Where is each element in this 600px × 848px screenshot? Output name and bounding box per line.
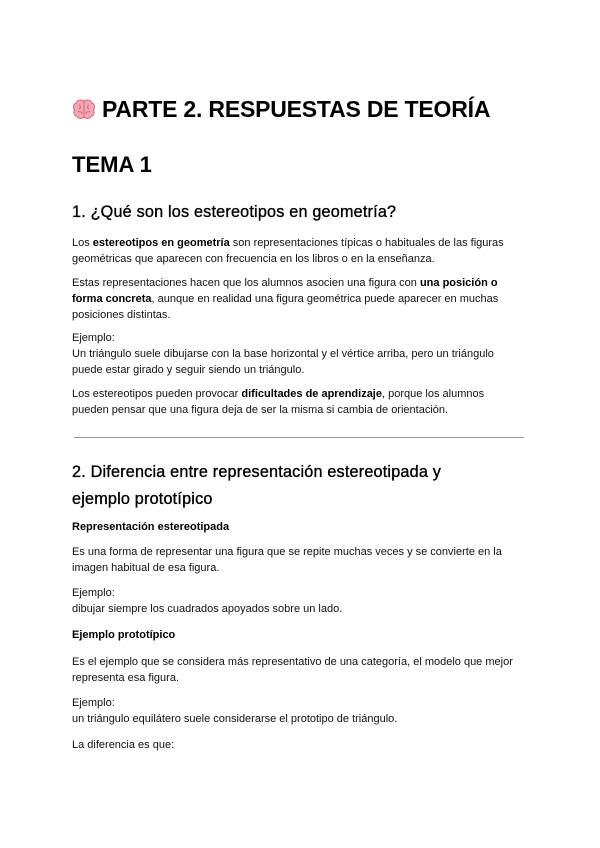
part-title [72,96,490,126]
brain-icon [72,98,96,126]
section1-example: Ejemplo: Un triángulo suele dibujarse con la base horizontal y el vértice arriba, pero un triángulo puede estar girado y seguir siendo un triángulo. [72,332,494,376]
horizontal-divider [74,437,524,438]
stereotyped-definition: Es una forma de representar una figura que se repite muchas veces y se convierte en la imagen habitual de esa figura. [72,546,502,574]
bold-term-stereotypes: estereotipos en geometría [92,237,230,249]
difference-intro: La diferencia es que: [72,739,175,751]
tema-title: TEMA 1 [72,152,152,177]
stereotyped-example: Ejemplo: dibujar siempre los cuadrados apoyados sobre un lado. [72,587,343,615]
subheading-stereotyped: Representación estereotipada [72,521,230,533]
section1-paragraph3: Los estereotipos pueden provocar dificultades de aprendizaje, porque los alumnos pueden pensar que una figura deja de ser la misma si cambia de orientación. [72,388,485,416]
section1-title: 1. ¿Qué son los estereotipos en geometría? [72,203,397,221]
prototypical-example: Ejemplo: un triángulo equilátero suele considerarse el prototipo de triángulo. [72,697,398,725]
subheading-prototypical: Ejemplo prototípico [72,629,176,641]
section2-title: 2. Diferencia entre representación estereotipada y ejemplo prototípico [72,463,442,508]
section1-paragraph2: Estas representaciones hacen que los alumnos asocien una figura con una posición o forma concreta, aunque en realidad una figura geométrica puede aparecer en muchas posiciones distintas. [72,277,499,321]
prototypical-definition: Es el ejemplo que se considera más representativo de una categoría, el modelo que mejor representa esa figura. [72,656,513,684]
part-title-text: PARTE 2. RESPUESTAS DE TEORÍA [102,96,491,122]
section1-paragraph1: Los estereotipos en geometría son representaciones típicas o habituales de las figuras geométricas que aparecen con frecuencia en los libros o en la enseñanza. [72,237,504,265]
